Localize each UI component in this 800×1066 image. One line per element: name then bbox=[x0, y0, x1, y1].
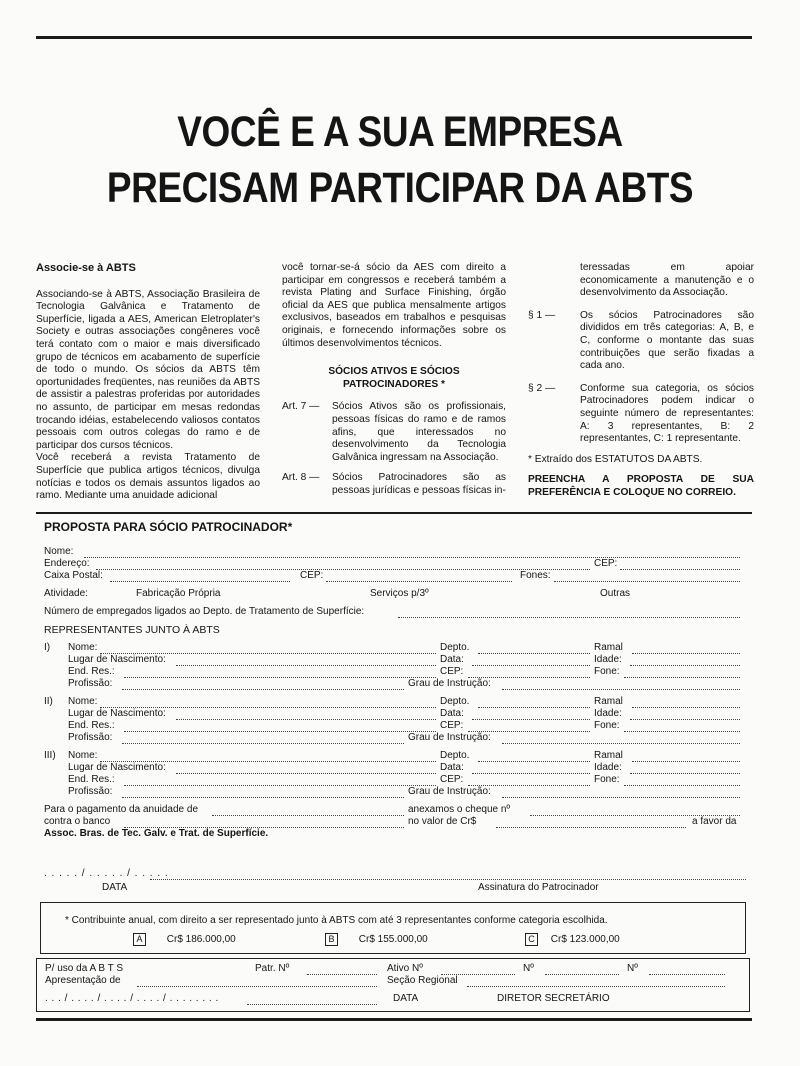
rep1-field-depto[interactable] bbox=[478, 645, 590, 654]
rep1-label-data: Data: bbox=[440, 654, 464, 665]
representantes-heading: REPRESENTANTES JUNTO À ABTS bbox=[44, 624, 220, 636]
rep1-label-depto: Depto. bbox=[440, 642, 470, 653]
option-c[interactable] bbox=[525, 933, 620, 946]
rep1-field-cep[interactable] bbox=[468, 669, 590, 678]
field-endereco[interactable] bbox=[96, 561, 590, 570]
bottom-rule bbox=[36, 1018, 752, 1021]
rep1-field-nome[interactable] bbox=[100, 645, 436, 654]
rep3-label-idade: Idade: bbox=[594, 762, 622, 773]
office-use-box bbox=[36, 958, 750, 1012]
rep2-field-idade[interactable] bbox=[630, 711, 740, 720]
rep3-field-fone[interactable] bbox=[624, 777, 740, 786]
rep2-field-nome[interactable] bbox=[100, 699, 436, 708]
office-date-line bbox=[247, 996, 377, 1005]
rep3-field-nome[interactable] bbox=[100, 753, 436, 762]
rep3-field-cep[interactable] bbox=[468, 777, 590, 786]
rep3-field-idade[interactable] bbox=[630, 765, 740, 774]
col1-heading: Associe-se à ABTS bbox=[36, 262, 136, 274]
option-a-value: Cr$ 186.000,00 bbox=[166, 934, 236, 945]
rep3-label-depto: Depto. bbox=[440, 750, 470, 761]
label-assoc: Assoc. Bras. de Tec. Galv. e Trat. de Superfície. bbox=[44, 828, 269, 839]
rep1-field-grau[interactable] bbox=[502, 681, 740, 690]
rep3-label-nome: Nome: bbox=[68, 750, 98, 761]
field-anuidade[interactable] bbox=[212, 807, 404, 816]
field-apresentacao[interactable] bbox=[137, 978, 377, 987]
option-b-value: Cr$ 155.000,00 bbox=[358, 934, 428, 945]
rep1-label-idade: Idade: bbox=[594, 654, 622, 665]
rep3-label-endres: End. Res.: bbox=[68, 774, 115, 785]
rep2-label-depto: Depto. bbox=[440, 696, 470, 707]
rep2-field-grau[interactable] bbox=[502, 735, 740, 744]
section-title: SÓCIOS ATIVOS E SÓCIOS PATROCINADORES * bbox=[328, 366, 460, 390]
rep3-field-lugar[interactable] bbox=[176, 765, 436, 774]
field-cep-2[interactable] bbox=[326, 573, 512, 582]
option-c-value: Cr$ 123.000,00 bbox=[550, 934, 620, 945]
label-apresentacao: Apresentação de bbox=[45, 975, 121, 986]
option-servicos[interactable]: Serviços p/3º bbox=[370, 588, 429, 599]
rep2-label-fone: Fone: bbox=[594, 720, 620, 731]
field-secao[interactable] bbox=[467, 978, 725, 987]
rep3-label-fone: Fone: bbox=[594, 774, 620, 785]
top-rule bbox=[36, 36, 752, 39]
rep2-label-idade: Idade: bbox=[594, 708, 622, 719]
field-caixa-postal[interactable] bbox=[110, 573, 290, 582]
rep3-label-lugar: Lugar de Nascimento: bbox=[68, 762, 166, 773]
rep3-field-data[interactable] bbox=[472, 765, 590, 774]
art8-text: Sócios Patrocinadores são as pessoas jurídicas e pessoas físicas in- bbox=[332, 472, 506, 496]
rep1-field-lugar[interactable] bbox=[176, 657, 436, 666]
label-patr: Patr. Nº bbox=[255, 963, 290, 974]
checkbox-c[interactable]: C bbox=[525, 933, 538, 946]
field-no-1[interactable] bbox=[545, 966, 619, 975]
s1-label: § 1 — bbox=[528, 309, 556, 321]
label-atividade: Atividade: bbox=[44, 588, 88, 599]
rep2-label-ramal: Ramal bbox=[594, 696, 623, 707]
label-ativo: Ativo Nº bbox=[387, 963, 423, 974]
art7-text: Sócios Ativos são os profissionais, pessoas físicas do ramo e de ramos afins, que interessados no desenvolvimento da Tecnologia Galvânica ingressam na Associação. bbox=[332, 401, 506, 463]
office-label-diretor: DIRETOR SECRETÁRIO bbox=[497, 993, 610, 1004]
col1-paragraph-2: Você receberá a revista Tratamento de Superfície que publica artigos técnicos, divulga notícias e todos os demais assuntos ligados ao ramo. Mediante uma anuidade adicional bbox=[36, 452, 260, 502]
rep3-label-data: Data: bbox=[440, 762, 464, 773]
office-label-data: DATA bbox=[393, 993, 419, 1004]
label-uso-abts: P/ uso da A B T S bbox=[45, 963, 124, 974]
option-b[interactable] bbox=[325, 933, 428, 946]
rep1-label-ramal: Ramal bbox=[594, 642, 623, 653]
rep1-label-endres: End. Res.: bbox=[68, 666, 115, 677]
label-valor: no valor de Cr$ bbox=[408, 816, 477, 827]
rep2-field-data[interactable] bbox=[472, 711, 590, 720]
rep3-field-profissao[interactable] bbox=[122, 789, 404, 798]
art7-label: Art. 7 — bbox=[282, 401, 320, 413]
headline-line-1: VOCÊ E A SUA EMPRESA bbox=[177, 108, 623, 156]
rep3-field-depto[interactable] bbox=[478, 753, 590, 762]
label-assinatura: Assinatura do Patrocinador bbox=[478, 882, 599, 893]
s2-text: Conforme sua categoria, os sócios Patrocinadores podem indicar o seguinte número de representantes: A: 3 representantes, B: 2 representantes, C: 1 representante. bbox=[580, 382, 754, 445]
rep2-label-endres: End. Res.: bbox=[68, 720, 115, 731]
rep1-label-grau: Grau de Instrução: bbox=[408, 678, 491, 689]
rep2-field-profissao[interactable] bbox=[122, 735, 404, 744]
art7 bbox=[282, 401, 506, 464]
form-title: PROPOSTA PARA SÓCIO PATROCINADOR* bbox=[44, 520, 293, 534]
field-valor[interactable] bbox=[496, 819, 686, 828]
rep1-label-cep: CEP: bbox=[440, 666, 464, 677]
office-date-field[interactable]: . . . / . . . . / . . . . / . . . . / . . . . . . . . bbox=[45, 993, 219, 1004]
rep1-field-fone[interactable] bbox=[624, 669, 740, 678]
rep2-field-lugar[interactable] bbox=[176, 711, 436, 720]
rep2-label-nome: Nome: bbox=[68, 696, 98, 707]
rep3-label-ramal: Ramal bbox=[594, 750, 623, 761]
date-field[interactable]: . . . . . / . . . . . / . . . . . bbox=[44, 868, 169, 879]
field-num-empregados[interactable] bbox=[398, 609, 740, 618]
option-a[interactable] bbox=[133, 933, 236, 946]
column-1 bbox=[36, 262, 260, 503]
option-fabricacao[interactable]: Fabricação Própria bbox=[136, 588, 221, 599]
label-cep-2: CEP: bbox=[300, 570, 324, 581]
rep2-label-data: Data: bbox=[440, 708, 464, 719]
rep1-field-endres[interactable] bbox=[124, 669, 436, 678]
field-cep[interactable] bbox=[620, 561, 740, 570]
field-ativo[interactable] bbox=[441, 966, 515, 975]
rep3-field-endres[interactable] bbox=[124, 777, 436, 786]
field-patr[interactable] bbox=[307, 966, 377, 975]
rep2-field-endres[interactable] bbox=[124, 723, 436, 732]
label-caixa-postal: Caixa Postal: bbox=[44, 570, 103, 581]
rep3-label-cep: CEP: bbox=[440, 774, 464, 785]
column-2 bbox=[282, 262, 506, 498]
label-secao: Seção Regional bbox=[387, 975, 458, 986]
rep1-label-lugar: Lugar de Nascimento: bbox=[68, 654, 166, 665]
rep1-field-ramal[interactable] bbox=[632, 645, 740, 654]
s1-text: Os sócios Patrocinadores são divididos em três categorias: A, B, e C, conforme o montante das suas contribuições que serão fixadas a cada ano. bbox=[580, 309, 754, 372]
option-outras[interactable]: Outras bbox=[600, 588, 631, 599]
rep2-field-cep[interactable] bbox=[468, 723, 590, 732]
rep2-label-lugar: Lugar de Nascimento: bbox=[68, 708, 166, 719]
headline-line-2: PRECISAM PARTICIPAR DA ABTS bbox=[106, 164, 694, 212]
date-line bbox=[150, 871, 746, 880]
rep2-field-ramal[interactable] bbox=[632, 699, 740, 708]
rep1-label-profissao: Profissão: bbox=[68, 678, 113, 689]
label-endereco: Endereço: bbox=[44, 558, 90, 569]
label-nome: Nome: bbox=[44, 546, 74, 557]
rep2-label-cep: CEP: bbox=[440, 720, 464, 731]
rep-number-2: II) bbox=[44, 696, 53, 707]
column-3 bbox=[528, 262, 754, 500]
label-pagamento: Para o pagamento da anuidade de bbox=[44, 804, 199, 815]
s2-label: § 2 — bbox=[528, 382, 556, 394]
field-cheque[interactable] bbox=[530, 807, 740, 816]
label-fones: Fones: bbox=[520, 570, 551, 581]
label-no-1: Nº bbox=[523, 963, 534, 974]
rep-number-1: I) bbox=[44, 642, 51, 653]
statute-footnote: * Extraído dos ESTATUTOS DA ABTS. bbox=[528, 453, 703, 465]
rep1-label-fone: Fone: bbox=[594, 666, 620, 677]
label-data: DATA bbox=[102, 882, 128, 893]
art8 bbox=[282, 472, 506, 497]
col1-paragraph-1: Associando-se à ABTS, Associação Brasileira de Tecnologia Galvânica e Tratamento de Superfície, ligada a AES, American Eletroplater's Society e outras associações congêneres você terá contato com o maior e mais diversificado grupo de técnicos em acabamento de superfície de todo o mundo. Os sócios da ABTS têm oportunidades freqüentes, nas reuniões da ABTS de assistir a palestras proferidas por autoridades no assunto, de participar em mesas redondas trocando idéias, estabelecendo valiosos contatos pessoais com outros colegas do ramo e de participar dos cursos técnicos. bbox=[36, 288, 260, 451]
label-no-2: Nº bbox=[627, 963, 638, 974]
form-top-rule bbox=[36, 512, 752, 514]
contribution-box bbox=[40, 902, 746, 954]
col3-paragraph-1: teressadas em apoiar economicamente a manutenção e o desenvolvimento da Associação. bbox=[580, 262, 754, 299]
rep1-field-idade[interactable] bbox=[630, 657, 740, 666]
art8-label: Art. 8 — bbox=[282, 472, 320, 484]
label-favor: a favor da bbox=[692, 816, 737, 827]
rep1-label-nome: Nome: bbox=[68, 642, 98, 653]
rep3-field-grau[interactable] bbox=[502, 789, 740, 798]
label-banco: contra o banco bbox=[44, 816, 111, 827]
field-banco[interactable] bbox=[124, 819, 404, 828]
rep2-field-depto[interactable] bbox=[478, 699, 590, 708]
checkbox-b[interactable]: B bbox=[325, 933, 338, 946]
field-no-2[interactable] bbox=[649, 966, 725, 975]
call-to-action: PREENCHA A PROPOSTA DE SUA PREFERÊNCIA E COLOQUE NO CORREIO. bbox=[528, 474, 754, 498]
contribution-note: * Contribuinte anual, com direito a ser representado junto à ABTS com até 3 representantes conforme categoria escolhida. bbox=[65, 915, 608, 926]
field-nome[interactable] bbox=[84, 549, 740, 558]
rep2-label-grau: Grau de Instrução: bbox=[408, 732, 491, 743]
rep2-field-fone[interactable] bbox=[624, 723, 740, 732]
rep2-label-profissao: Profissão: bbox=[68, 732, 113, 743]
label-cep: CEP: bbox=[594, 558, 618, 569]
rep1-field-profissao[interactable] bbox=[122, 681, 404, 690]
checkbox-a[interactable]: A bbox=[133, 933, 146, 946]
label-cheque: anexamos o cheque nº bbox=[408, 804, 511, 815]
rep3-label-grau: Grau de Instrução: bbox=[408, 786, 491, 797]
field-fones[interactable] bbox=[554, 573, 740, 582]
rep-number-3: III) bbox=[44, 750, 56, 761]
col2-paragraph-1: você tornar-se-á sócio da AES com direito a participar em congressos e receberá também a revista Plating and Surface Finishing, órgão oficial da AES que publica mensalmente artigos exclusivos, baseados em trabalhos e pesquisas originais, e fornecendo informações sobre os últimos desenvolvimentos técnicos. bbox=[282, 262, 506, 349]
paragraph-s2 bbox=[528, 383, 754, 446]
rep1-field-data[interactable] bbox=[472, 657, 590, 666]
paragraph-s1 bbox=[528, 310, 754, 373]
rep3-field-ramal[interactable] bbox=[632, 753, 740, 762]
rep3-label-profissao: Profissão: bbox=[68, 786, 113, 797]
label-num-empregados: Número de empregados ligados ao Depto. de Tratamento de Superfície: bbox=[44, 606, 365, 617]
